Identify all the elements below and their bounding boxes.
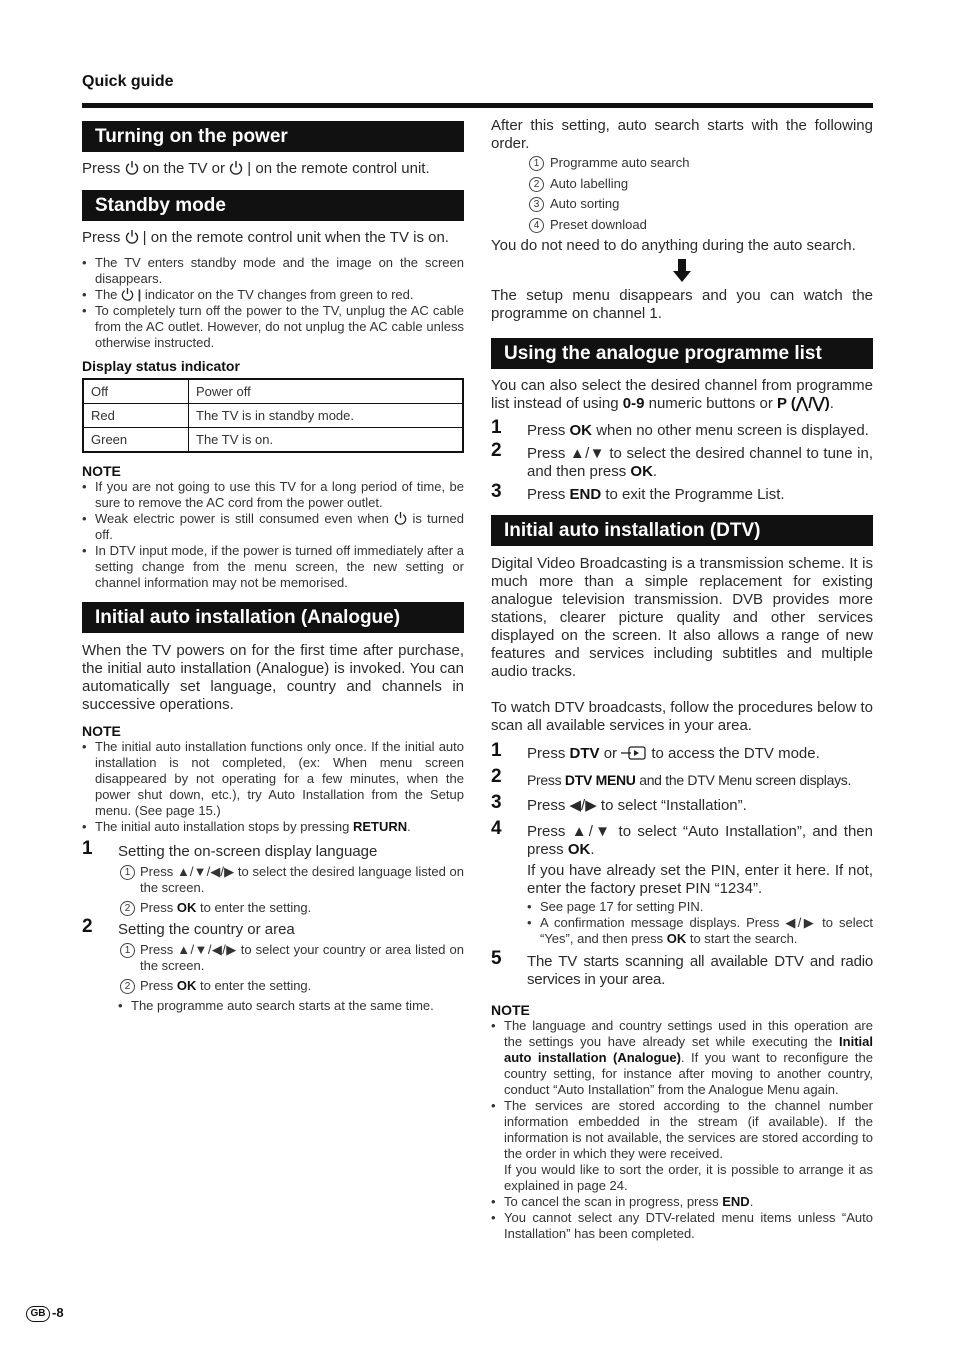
step-number: 1: [491, 740, 502, 761]
text-span: You can also select the desired channel from programme list instead of using: [491, 377, 873, 412]
auto-search-order: [491, 155, 873, 237]
text-span: Auto labelling: [550, 175, 629, 191]
list-item: • The TV enters standby mode and the image on the screen disappears.: [82, 255, 464, 287]
note-bullets: [82, 739, 464, 835]
step-5: [491, 948, 873, 989]
circled-number: 4: [529, 218, 544, 233]
table-row: [83, 428, 463, 453]
step-number: 3: [491, 792, 502, 813]
text-span: Auto sorting: [550, 196, 620, 211]
region-badge: GB: [26, 1306, 50, 1322]
list-item: • The | indicator on the TV changes from green to red.: [82, 287, 464, 303]
table-row: [83, 404, 463, 428]
text-span: The initial auto installation stops by pressing: [95, 819, 350, 834]
heading-turning-on: Turning on the power: [82, 121, 464, 152]
table-cell: Red: [83, 404, 189, 428]
standby-bullets: [82, 255, 464, 351]
text-span: to exit the Programme List.: [605, 486, 785, 503]
power-icon: [121, 287, 134, 301]
text-span: to start the search.: [689, 931, 798, 946]
text-span: . If you want to reconfigure the country setting, for instance after moving to another country, conduct “Auto Installation” from the Analogue Menu again.: [504, 1050, 873, 1097]
substeps: [82, 942, 464, 1014]
text-span: DTV: [569, 745, 600, 762]
list-item: [491, 1194, 873, 1210]
power-icon: [394, 511, 407, 525]
text-span: The TV starts scanning all available DTV and radio services in your area.: [527, 953, 873, 988]
heading-programme-list: Using the analogue programme list: [491, 338, 873, 369]
text-span: on the remote control unit.: [255, 160, 430, 177]
table-row: [83, 379, 463, 404]
step-number: 1: [82, 838, 93, 859]
step-1: [491, 740, 873, 763]
step-title: Setting the on-screen display language: [118, 843, 378, 860]
text-span: Press ▲/▼ to select the desired channel to tune in, and then press: [527, 445, 873, 480]
power-icon: [125, 160, 139, 175]
text-span: Initial auto installation (Analogue): [504, 1034, 873, 1065]
text-span: indicator on the TV changes from green to red.: [144, 287, 414, 302]
text-span: Press: [527, 422, 566, 439]
list-item: • In DTV input mode, if the power is turned off immediately after a setting change from the menu screen, the new setting or channel information may not be memorised.: [82, 543, 464, 591]
text-span: OK: [567, 841, 591, 858]
text-span: Weak electric power is still consumed even when: [95, 511, 389, 526]
text-span: and the DTV Menu screen displays.: [639, 772, 852, 788]
text-span: OK: [569, 422, 593, 439]
page-footer: [26, 1305, 64, 1322]
circled-number: 1: [120, 943, 135, 958]
page-number: -8: [52, 1305, 64, 1320]
circled-number: 1: [120, 865, 135, 880]
section-title: Quick guide: [82, 73, 174, 90]
text-span: to enter the setting.: [199, 978, 312, 993]
list-item: • You cannot select any DTV-related menu items unless “Auto Installation” has been completed.: [491, 1210, 873, 1242]
list-item: • See page 17 for setting PIN.: [527, 899, 873, 915]
text-span: Press ▲/▼ to select “Auto Installation”, and then press: [527, 823, 873, 858]
table-cell: The TV is in standby mode.: [189, 404, 464, 428]
step-number: 2: [491, 440, 502, 461]
list-item: • The initial auto installation functions only once. If the initial auto installation is not completed, (ex: When menu screen disappeared by not operating for a few minutes, when the power shut down, etc.), try Auto Installation from the Setup menu. (See page 15.): [82, 739, 464, 819]
step-4: [491, 818, 873, 859]
text-span: If you would like to sort the order, it is possible to arrange it as explained in page 24.: [504, 1162, 873, 1193]
text-span: RETURN: [353, 819, 408, 834]
text-span: Press ▲/▼/◀/▶ to select your country or area listed on the screen.: [140, 942, 464, 973]
list-item: [529, 176, 873, 197]
substep: [118, 978, 464, 994]
step-4-bullets: [527, 899, 873, 947]
status-table: [82, 378, 464, 453]
pin-text: If you have already set the PIN, enter it here. If not, enter the factory preset PIN “1234”.: [527, 862, 873, 897]
right-column: [491, 117, 873, 1242]
text-span: Preset download: [550, 216, 647, 232]
substep: [118, 942, 464, 974]
power-instruction: Press on the TV or | on the remote control unit.: [82, 160, 430, 177]
left-column: [82, 121, 464, 1014]
substep-bullets: [118, 998, 464, 1014]
step-title: Setting the country or area: [118, 921, 295, 938]
input-source-icon: [621, 746, 647, 760]
heading-analogue-install: Initial auto installation (Analogue): [82, 602, 464, 633]
text-span: The services are stored according to the channel number information embedded in the stream (if available). If the information is not available, the services are stored according to the order in which they were received.: [504, 1098, 873, 1161]
setup-menu-text: The setup menu disappears and you can watch the programme on channel 1.: [491, 287, 873, 322]
step-3: [491, 481, 873, 504]
text-span: The: [95, 287, 118, 302]
dtv-instructions: To watch DTV broadcasts, follow the procedures below to scan all available services in your area.: [491, 699, 873, 734]
arrow-down-icon: [491, 259, 873, 285]
step-number: 2: [82, 916, 93, 937]
power-icon: [229, 160, 243, 175]
table-cell: Power off: [189, 379, 464, 404]
text-span: P (⋀/⋁): [777, 395, 830, 412]
text-span: Programme auto search: [550, 155, 690, 170]
text-span: Press: [82, 160, 121, 177]
list-item: • If you are not going to use this TV for a long period of time, be sure to remove the AC cord from the power outlet.: [82, 479, 464, 511]
text-span: or: [603, 745, 618, 762]
circled-number: 3: [529, 197, 544, 212]
dtv-intro: Digital Video Broadcasting is a transmission scheme. It is much more than a simple replacement for existing analogue television transmission. DVB provides more stations, clearer picture quality and other services displayed on the screen. It also allows a range of new features and services including subtitles and multiple audio tracks.: [491, 555, 873, 680]
text-span: on the TV or: [142, 160, 225, 177]
list-item: [529, 217, 873, 238]
text-span: END: [722, 1194, 750, 1209]
circled-number: 2: [529, 177, 544, 192]
list-item: [527, 915, 873, 947]
list-item: • To completely turn off the power to the TV, unplug the AC cable from the AC outlet. However, do not unplug the AC cable unless otherwise instructed.: [82, 303, 464, 351]
heading-dtv-install: Initial auto installation (DTV): [491, 515, 873, 546]
header-rule: [82, 103, 873, 108]
analogue-intro: When the TV powers on for the first time after purchase, the initial auto installation (Analogue) is invoked. You can automatically set language, country and channels in successive operations.: [82, 642, 464, 713]
circled-number: 1: [529, 156, 544, 171]
step-number: 2: [491, 766, 502, 787]
note-heading: NOTE: [82, 463, 121, 479]
circled-number: 2: [120, 979, 135, 994]
standby-instruction: Press | on the remote control unit when the TV is on.: [82, 229, 449, 246]
text-span: OK: [176, 900, 197, 915]
note-bullets: [491, 1018, 873, 1242]
step-1: [82, 838, 464, 861]
text-span: Press ◀/▶ to select “Installation”.: [527, 797, 747, 814]
step-number: 3: [491, 481, 502, 502]
list-item: • The programme auto search starts at the same time.: [118, 998, 464, 1014]
text-span: The language and country settings used in this operation are the settings you have already set while executing the: [504, 1018, 873, 1049]
text-span: Press: [527, 772, 562, 788]
substeps: [82, 864, 464, 916]
display-status-heading: Display status indicator: [82, 358, 240, 374]
heading-standby: Standby mode: [82, 190, 464, 221]
substep: [118, 900, 464, 916]
text-span: .: [590, 841, 595, 858]
text-span: 0-9: [622, 395, 645, 412]
after-setting-text: After this setting, auto search starts with the following order.: [491, 117, 873, 152]
step-1: [491, 417, 873, 440]
text-span: to access the DTV mode.: [651, 745, 820, 762]
note-heading: NOTE: [82, 723, 121, 739]
table-cell: The TV is on.: [189, 428, 464, 453]
list-item: [491, 1018, 873, 1098]
text-span: OK: [176, 978, 197, 993]
text-span: DTV MENU: [564, 772, 636, 788]
text-span: Press: [527, 486, 566, 503]
text-span: .: [749, 1194, 754, 1209]
text-span: A confirmation message displays. Press ◀/▶ to select “Yes”, and then press: [540, 915, 873, 946]
text-span: OK: [666, 931, 687, 946]
text-span: Press: [140, 900, 174, 915]
circled-number: 2: [120, 901, 135, 916]
note-bullets: [82, 479, 464, 591]
text-span: numeric buttons or: [648, 395, 773, 412]
step-number: 4: [491, 818, 502, 839]
list-item: [82, 511, 464, 543]
text-span: to enter the setting.: [199, 900, 312, 915]
note-heading: NOTE: [491, 1002, 530, 1018]
text-span: Press ▲/▼/◀/▶ to select the desired language listed on the screen.: [140, 864, 464, 895]
text-span: To cancel the scan in progress, press: [504, 1194, 719, 1209]
text-span: OK: [630, 463, 653, 480]
step-2: [82, 916, 464, 939]
text-span: Press: [527, 745, 566, 762]
table-cell: Off: [83, 379, 189, 404]
text-span: .: [829, 395, 834, 412]
text-span: Press: [140, 978, 174, 993]
text-span: when no other menu screen is displayed.: [596, 422, 869, 439]
list-item: [529, 155, 873, 176]
text-span: is turned off.: [95, 511, 464, 542]
no-need-text: You do not need to do anything during the auto search.: [491, 237, 856, 254]
step-number: 5: [491, 948, 502, 969]
text-span: .: [652, 463, 658, 480]
power-icon: [125, 229, 139, 244]
step-2: [491, 766, 873, 789]
list-item: [491, 1098, 873, 1194]
substep: [118, 864, 464, 896]
text-span: END: [569, 486, 602, 503]
programme-list-intro: [491, 377, 873, 413]
step-3: [491, 792, 873, 815]
step-number: 1: [491, 417, 502, 438]
table-cell: Green: [83, 428, 189, 453]
text-span: Press: [82, 229, 121, 246]
list-item: [82, 819, 464, 835]
text-span: on the remote control unit when the TV is on.: [150, 229, 449, 246]
text-span: .: [407, 819, 411, 834]
step-2: [491, 440, 873, 481]
list-item: [529, 196, 873, 217]
